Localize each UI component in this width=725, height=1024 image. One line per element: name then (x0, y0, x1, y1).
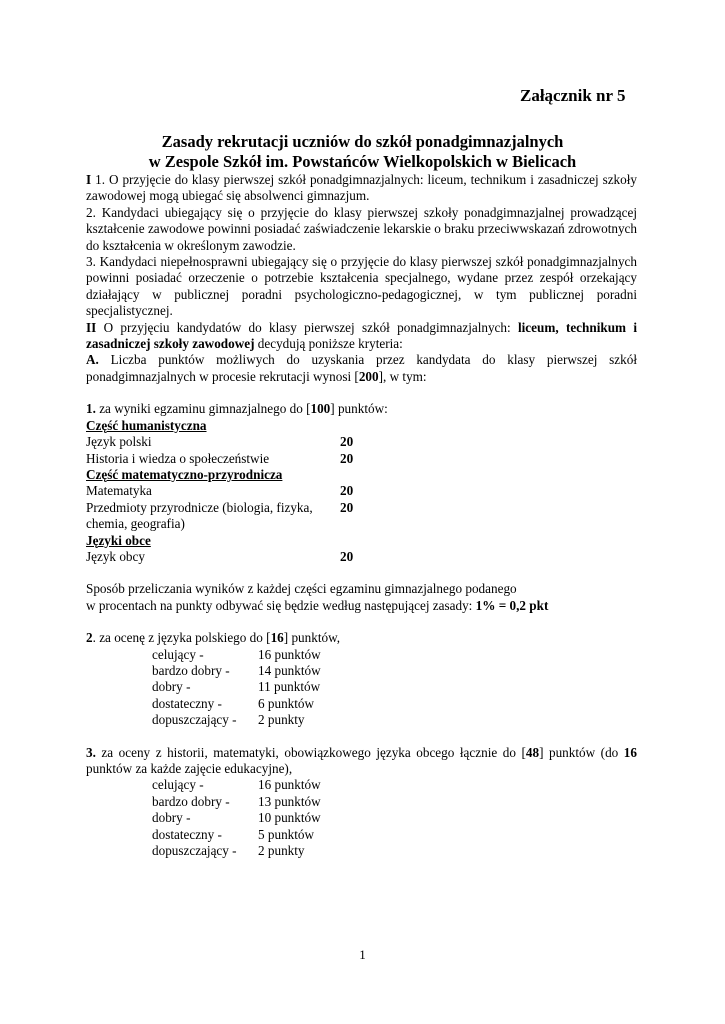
exam-subject-row (86, 451, 637, 467)
grade-name: dostateczny - (152, 826, 222, 842)
point2-grades (86, 647, 637, 729)
exam-group-heading: Część humanistyczna (86, 417, 207, 433)
exam-subject-row (86, 434, 637, 450)
grade-points: 14 punktów (258, 662, 321, 678)
grade-points: 13 punktów (258, 793, 321, 809)
point1-heading: 1. za wyniki egzaminu gimnazjalnego do [100] punktów: (86, 401, 388, 417)
grade-points: 10 punktów (258, 810, 321, 826)
exam-subject-label: Język polski (86, 434, 152, 450)
exam-subject-points: 20 (340, 548, 354, 564)
exam-subject-row (86, 549, 637, 565)
exam-group-heading: Część matematyczno-przyrodnicza (86, 466, 283, 482)
grade-row (152, 794, 637, 810)
grade-points: 16 punktów (258, 777, 321, 793)
grade-points: 16 punktów (258, 646, 321, 662)
grade-row (152, 663, 637, 679)
grade-name: dopuszczający - (152, 712, 237, 728)
grade-points: 6 punktów (258, 695, 315, 711)
exam-group-heading: Języki obce (86, 532, 151, 548)
grade-name: celujący - (152, 646, 204, 662)
grade-row (152, 827, 637, 843)
grade-row (152, 712, 637, 728)
exam-subject-row (86, 483, 637, 499)
section1-p2: 2. Kandydaci ubiegający się o przyjęcie do klasy pierwszej szkoły ponadgimnazjalnej prowadzącej kształcenie zawodowe powinni posiadać zaświadczenie lekarskie o braku przeciwwskazań zdrowotnych do kształcenia w określonym zawodzie. (86, 204, 637, 253)
annex-label: Załącznik nr 5 (520, 86, 626, 105)
exam-subject-label: Matematyka (86, 483, 152, 499)
title-line-1: Zasady rekrutacji uczniów do szkół ponadgimnazjalnych (161, 132, 564, 151)
section2-intro: II O przyjęciu kandydatów do klasy pierwszej szkół ponadgimnazjalnych: liceum, technikum i zasadniczej szkoły zawodowej decydują poniższe kryteria: (86, 319, 637, 352)
exam-subject-points: 20 (340, 483, 354, 499)
point2-heading: 2. za ocenę z języka polskiego do [16] punktów, (86, 630, 341, 646)
grade-points: 5 punktów (258, 826, 315, 842)
exam-subject-label: Historia i wiedza o społeczeństwie (86, 450, 270, 466)
section1-p1: I 1. O przyjęcie do klasy pierwszej szkół ponadgimnazjalnych: liceum, technikum i zasadniczej szkoły zawodowej mogą ubiegać się absolwenci gimnazjum. (86, 172, 637, 204)
grade-row (152, 679, 637, 695)
exam-subject-label: Język obcy (86, 548, 145, 564)
document-title (0, 132, 725, 172)
grade-name: celujący - (152, 777, 204, 793)
exam-subject-points: 20 (340, 499, 354, 515)
grade-name: dobry - (152, 810, 191, 826)
title-line-2: w Zespole Szkół im. Powstańców Wielkopolskich w Bielicach (148, 152, 577, 171)
grade-row (152, 647, 637, 663)
grade-name: bardzo dobry - (152, 662, 230, 678)
exam-groups (86, 418, 637, 566)
section1-p3: 3. Kandydaci niepełnosprawni ubiegający się o przyjęcie do klasy pierwszej szkół ponadgimnazjalnych powinni posiadać orzeczenie o potrzebie kształcenia specjalnego, wydane przez zespół orzekający działający w publicznej poradni psychologiczno-pedagogicznej, w tym publicznej poradni specjalistycznej. (86, 254, 637, 319)
grade-row (152, 777, 637, 793)
grade-row (152, 843, 637, 859)
conversion-line-1: Sposób przeliczania wyników z każdej części egzaminu gimnazjalnego podanego (86, 581, 517, 597)
grade-points: 2 punkty (258, 712, 305, 728)
grade-name: dobry - (152, 679, 191, 695)
grade-points: 2 punkty (258, 843, 305, 859)
grade-name: dopuszczający - (152, 843, 237, 859)
grade-row (152, 810, 637, 826)
point3-grades (86, 777, 637, 859)
exam-subject-points: 20 (340, 434, 354, 450)
grade-points: 11 punktów (258, 679, 321, 695)
grade-name: bardzo dobry - (152, 793, 230, 809)
exam-subject-points: 20 (340, 450, 354, 466)
exam-subject-row (86, 500, 637, 533)
section2-a: A. Liczba punktów możliwych do uzyskania przez kandydata do klasy pierwszej szkół ponadgimnazjalnych w procesie rekrutacji wynosi [200], w tym: (86, 352, 637, 384)
page-number: 1 (359, 947, 366, 962)
section1-marker: I (86, 172, 92, 187)
point3-heading: 3. za oceny z historii, matematyki, obowiązkowego języka obcego łącznie do [48] punktów (do 16 punktów za każde zajęcie edukacyjne), (86, 744, 637, 776)
grade-row (152, 696, 637, 712)
conversion-line-2: w procentach na punkty odbywać się będzie według następującej zasady: 1% = 0,2 pkt (86, 597, 549, 613)
document-body (86, 172, 637, 859)
exam-subject-label: Przedmioty przyrodnicze (biologia, fizyka, chemia, geografia) (86, 499, 313, 532)
grade-name: dostateczny - (152, 695, 222, 711)
